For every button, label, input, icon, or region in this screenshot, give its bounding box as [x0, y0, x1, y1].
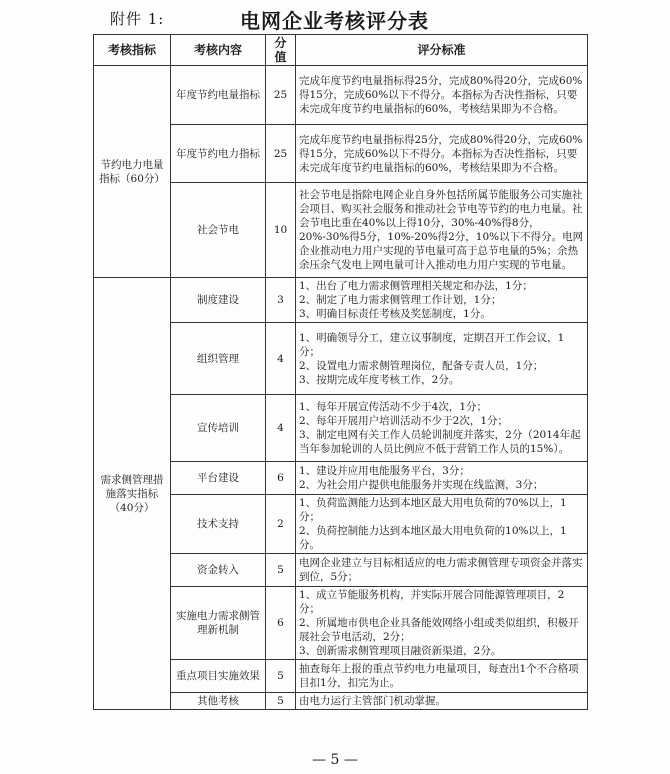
content-cell: 社会节电: [171, 183, 266, 278]
score-cell: 5: [266, 554, 296, 587]
table-header-row: [94, 35, 588, 66]
score-table-body: [94, 35, 588, 710]
criteria-cell: [296, 554, 588, 587]
content-cell: 重点项目实施效果: [171, 660, 266, 693]
criteria-line: 由电力运行主管部门机动掌握。: [299, 695, 446, 707]
criteria-cell: [296, 66, 588, 125]
score-cell: 6: [266, 462, 296, 495]
criteria-cell: [296, 495, 588, 554]
content-cell: 制度建设: [171, 278, 266, 323]
score-cell: 5: [266, 660, 296, 693]
criteria-line: 完成年度节约电量指标得25分，完成80%得20分，完成60%得15分，完成60%以下不得分。本指标为否决性指标，只要未完成年度节约电量指标的60%，考核结果即为不合格。: [299, 75, 583, 115]
content-cell: 宣传培训: [171, 395, 266, 462]
column-header-content: 考核内容: [171, 35, 266, 66]
content-cell: 实施电力需求侧管理新机制: [171, 587, 266, 660]
score-cell: 6: [266, 587, 296, 660]
criteria-line: 3、按期完成年度考核工作，2分。: [299, 373, 460, 386]
criteria-cell: [296, 323, 588, 395]
page-number: — 5 —: [312, 752, 358, 768]
column-header-indicator: 考核指标: [94, 35, 171, 66]
content-cell: 组织管理: [171, 323, 266, 395]
content-cell: 年度节约电量指标: [171, 66, 266, 125]
criteria-cell: [296, 278, 588, 323]
criteria-line: 电网企业建立与目标相适应的电力需求侧管理专项资金并落实到位，5分；: [299, 557, 583, 583]
score-cell: 5: [266, 693, 296, 710]
criteria-line: 1、每年开展宣传活动不少于4次，1分；: [299, 401, 488, 413]
criteria-line: 3、制定电网有关工作人员轮训制度并落实，2分（2014年起当年参加轮训的人员比例应不低于营销工作人员的15%）。: [299, 429, 581, 455]
score-cell: 4: [266, 395, 296, 462]
score-cell: 25: [266, 66, 296, 125]
criteria-line: 社会节电是指除电网企业自身外包括所属节能服务公司实施社会项目、购买社会服务和推动社会节电等节约的电力电量。社会节电比重在40%以上得10分，30%-40%得8分，20%-30%得5分，10%-20%得2分，10%以下不得分。电网企业推动电力用户实现的节电量可高于总节电量的5%；余热余压余气发电上网电量可计入推动电力用户实现的节电量。: [299, 189, 584, 271]
column-header-criteria: 评分标准: [296, 35, 588, 66]
criteria-line: 2、设置电力需求侧管理岗位，配备专责人员，1分；: [299, 359, 544, 372]
criteria-line: 2、所属地市供电企业具备能效网络小组或类似组织，积极开展社会节电活动，2分；: [299, 617, 579, 643]
criteria-line: 2、每年开展用户培训活动不少于2次，1分；: [299, 415, 509, 427]
criteria-cell: [296, 462, 588, 495]
criteria-line: 1、负荷监测能力达到本地区最大用电负荷的70%以上，1分；: [299, 497, 567, 523]
attachment-label: 附件 1:: [110, 10, 165, 28]
score-cell: 4: [266, 323, 296, 395]
criteria-cell: [296, 183, 588, 278]
criteria-line: 1、建设并应用电能服务平台，3分；: [299, 465, 470, 477]
page-title: 电网企业考核评分表: [240, 9, 429, 33]
criteria-line: 抽查每年上报的重点节约电力电量项目，每查出1个不合格项目扣1分，扣完为止。: [299, 663, 579, 689]
criteria-line: 完成年度节约电量指标得25分，完成80%得20分，完成60%得15分，完成60%以下不得分。本指标为否决性指标，只要未完成年度节约电量指标的60%，考核结果即为不合格。: [299, 133, 583, 174]
criteria-line: 1、出台了电力需求侧管理相关规定和办法，1分；: [299, 280, 533, 292]
criteria-line: 3、明确目标责任考核及奖惩制度，1分。: [299, 308, 491, 320]
criteria-line: 2、制定了电力需求侧管理工作计划，1分；: [299, 294, 502, 306]
score-cell: 3: [266, 278, 296, 323]
content-cell: 年度节约电力指标: [171, 125, 266, 183]
criteria-cell: [296, 395, 588, 462]
content-cell: 资金转入: [171, 554, 266, 587]
criteria-line: 1、明确领导分工，建立议事制度，定期召开工作会议，1分；: [299, 331, 565, 358]
criteria-cell: [296, 693, 588, 710]
score-cell: 25: [266, 125, 296, 183]
content-cell: 其他考核: [171, 693, 266, 710]
content-cell: 技术支持: [171, 495, 266, 554]
column-header-score: 分值: [266, 35, 296, 66]
content-cell: 平台建设: [171, 462, 266, 495]
indicator-cell: 节约电力电量指标（60分）: [94, 66, 171, 278]
table-row: [94, 278, 588, 323]
score-cell: 10: [266, 183, 296, 278]
score-cell: 2: [266, 495, 296, 554]
criteria-cell: [296, 587, 588, 660]
criteria-line: 1、成立节能服务机构，并实际开展合同能源管理项目，2分；: [299, 589, 565, 615]
criteria-line: 2、负荷控制能力达到本地区最大用电负荷的10%以上，1分。: [299, 525, 567, 551]
score-table: [93, 34, 588, 710]
criteria-line: 2、为社会用户提供电能服务并实现在线监测，3分；: [299, 479, 544, 491]
table-row: [94, 66, 588, 125]
criteria-cell: [296, 660, 588, 693]
indicator-cell: 需求侧管理措施落实指标（40分）: [94, 278, 171, 710]
criteria-line: 3、创新需求侧管理项目融资新渠道，2分。: [299, 645, 502, 657]
criteria-cell: [296, 125, 588, 183]
